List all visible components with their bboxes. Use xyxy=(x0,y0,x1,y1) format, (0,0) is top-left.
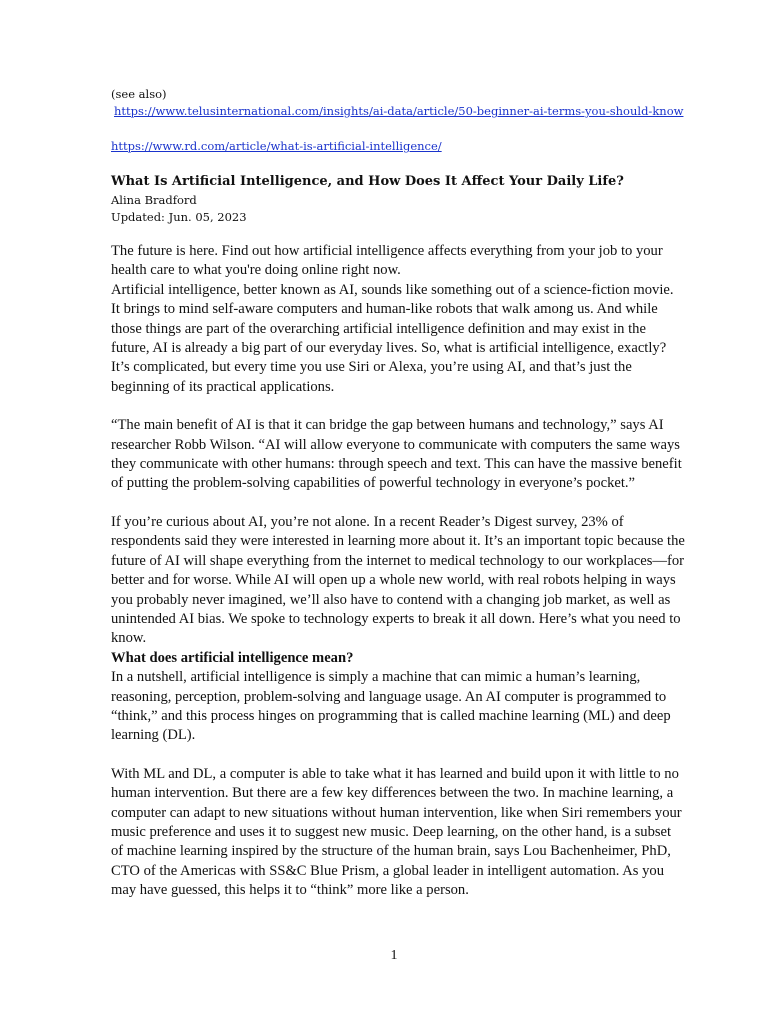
see-also-note: (see also) xyxy=(111,87,167,101)
rd-article-link[interactable]: https://www.rd.com/article/what-is-artificial-intelligence/ xyxy=(111,139,442,153)
quote-paragraph: “The main benefit of AI is that it can bridge the gap between humans and technology,” says AI researcher Robb Wilson. “AI will allow everyone to communicate with computers the same ways they communicate with other humans: through speech and text. This can have the massive benefit of putting the problem-solving capabilities of powerful technology in everyone’s pocket.” xyxy=(111,417,682,492)
survey-paragraph: If you’re curious about AI, you’re not alone. In a recent Reader’s Digest survey, 23% of respondents said they were interested in learning more about it. It’s an important topic because the future of AI will shape everything from the internet to medical technology to our workplaces—for better and for worse. While AI will open up a whole new world, with real robots helping in ways you probably never imagined, we’ll also have to contend with a changing job market, as well as unintended AI bias. We spoke to technology experts to break it all down. Here’s what you need to know. xyxy=(111,513,685,647)
article-author: Alina Bradford xyxy=(111,193,197,207)
paragraph-spacer xyxy=(111,494,686,513)
ai-overview-paragraph: Artificial intelligence, better known as AI, sounds like something out of a science-fiction movie. It brings to mind self-aware computers and human-like robots that walk among us. And while those things are part of the overarching artificial intelligence definition and may exist in the future, AI is already a big part of our everyday lives. So, what is artificial intelligence, exactly? It’s complicated, but every time you use Siri or Alexa, you’re using AI, and that’s just the beginning of its practical applications. xyxy=(111,281,674,395)
paragraph-spacer xyxy=(111,397,686,416)
intro-paragraph: The future is here. Find out how artificial intelligence affects everything from your job to your health care to what you're doing online right now. xyxy=(111,243,663,279)
ml-dl-paragraph: With ML and DL, a computer is able to take what it has learned and build upon it with little to no human intervention. But there are a few key differences between the two. In machine learning, a computer can adapt to new situations without human intervention, like when Siri remembers your music preference and uses it to suggest new music. Deep learning, on the other hand, is a subset of machine learning inspired by the structure of the human brain, says Lou Bachenheimer, PhD, CTO of the Americas with SS&C Blue Prism, a global leader in intelligent automation. As you may have guessed, this helps it to “think” more like a person. xyxy=(111,765,682,899)
page-content xyxy=(111,86,686,901)
article-title: What Is Artificial Intelligence, and How Does It Affect Your Daily Life? xyxy=(111,174,624,189)
page-number: 1 xyxy=(390,948,398,963)
definition-paragraph: In a nutshell, artificial intelligence is simply a machine that can mimic a human’s learning, reasoning, perception, problem-solving and language usage. An AI computer is programmed to “think,” and this process hinges on programming that is called machine learning (ML) and deep learning (DL). xyxy=(111,669,671,744)
paragraph-spacer xyxy=(111,746,686,765)
section-heading: What does artificial intelligence mean? xyxy=(111,649,354,666)
telus-article-link[interactable]: https://www.telusinternational.com/insights/ai-data/article/50-beginner-ai-terms-you-should-know xyxy=(114,104,684,118)
article-updated-date: Updated: Jun. 05, 2023 xyxy=(111,210,247,224)
